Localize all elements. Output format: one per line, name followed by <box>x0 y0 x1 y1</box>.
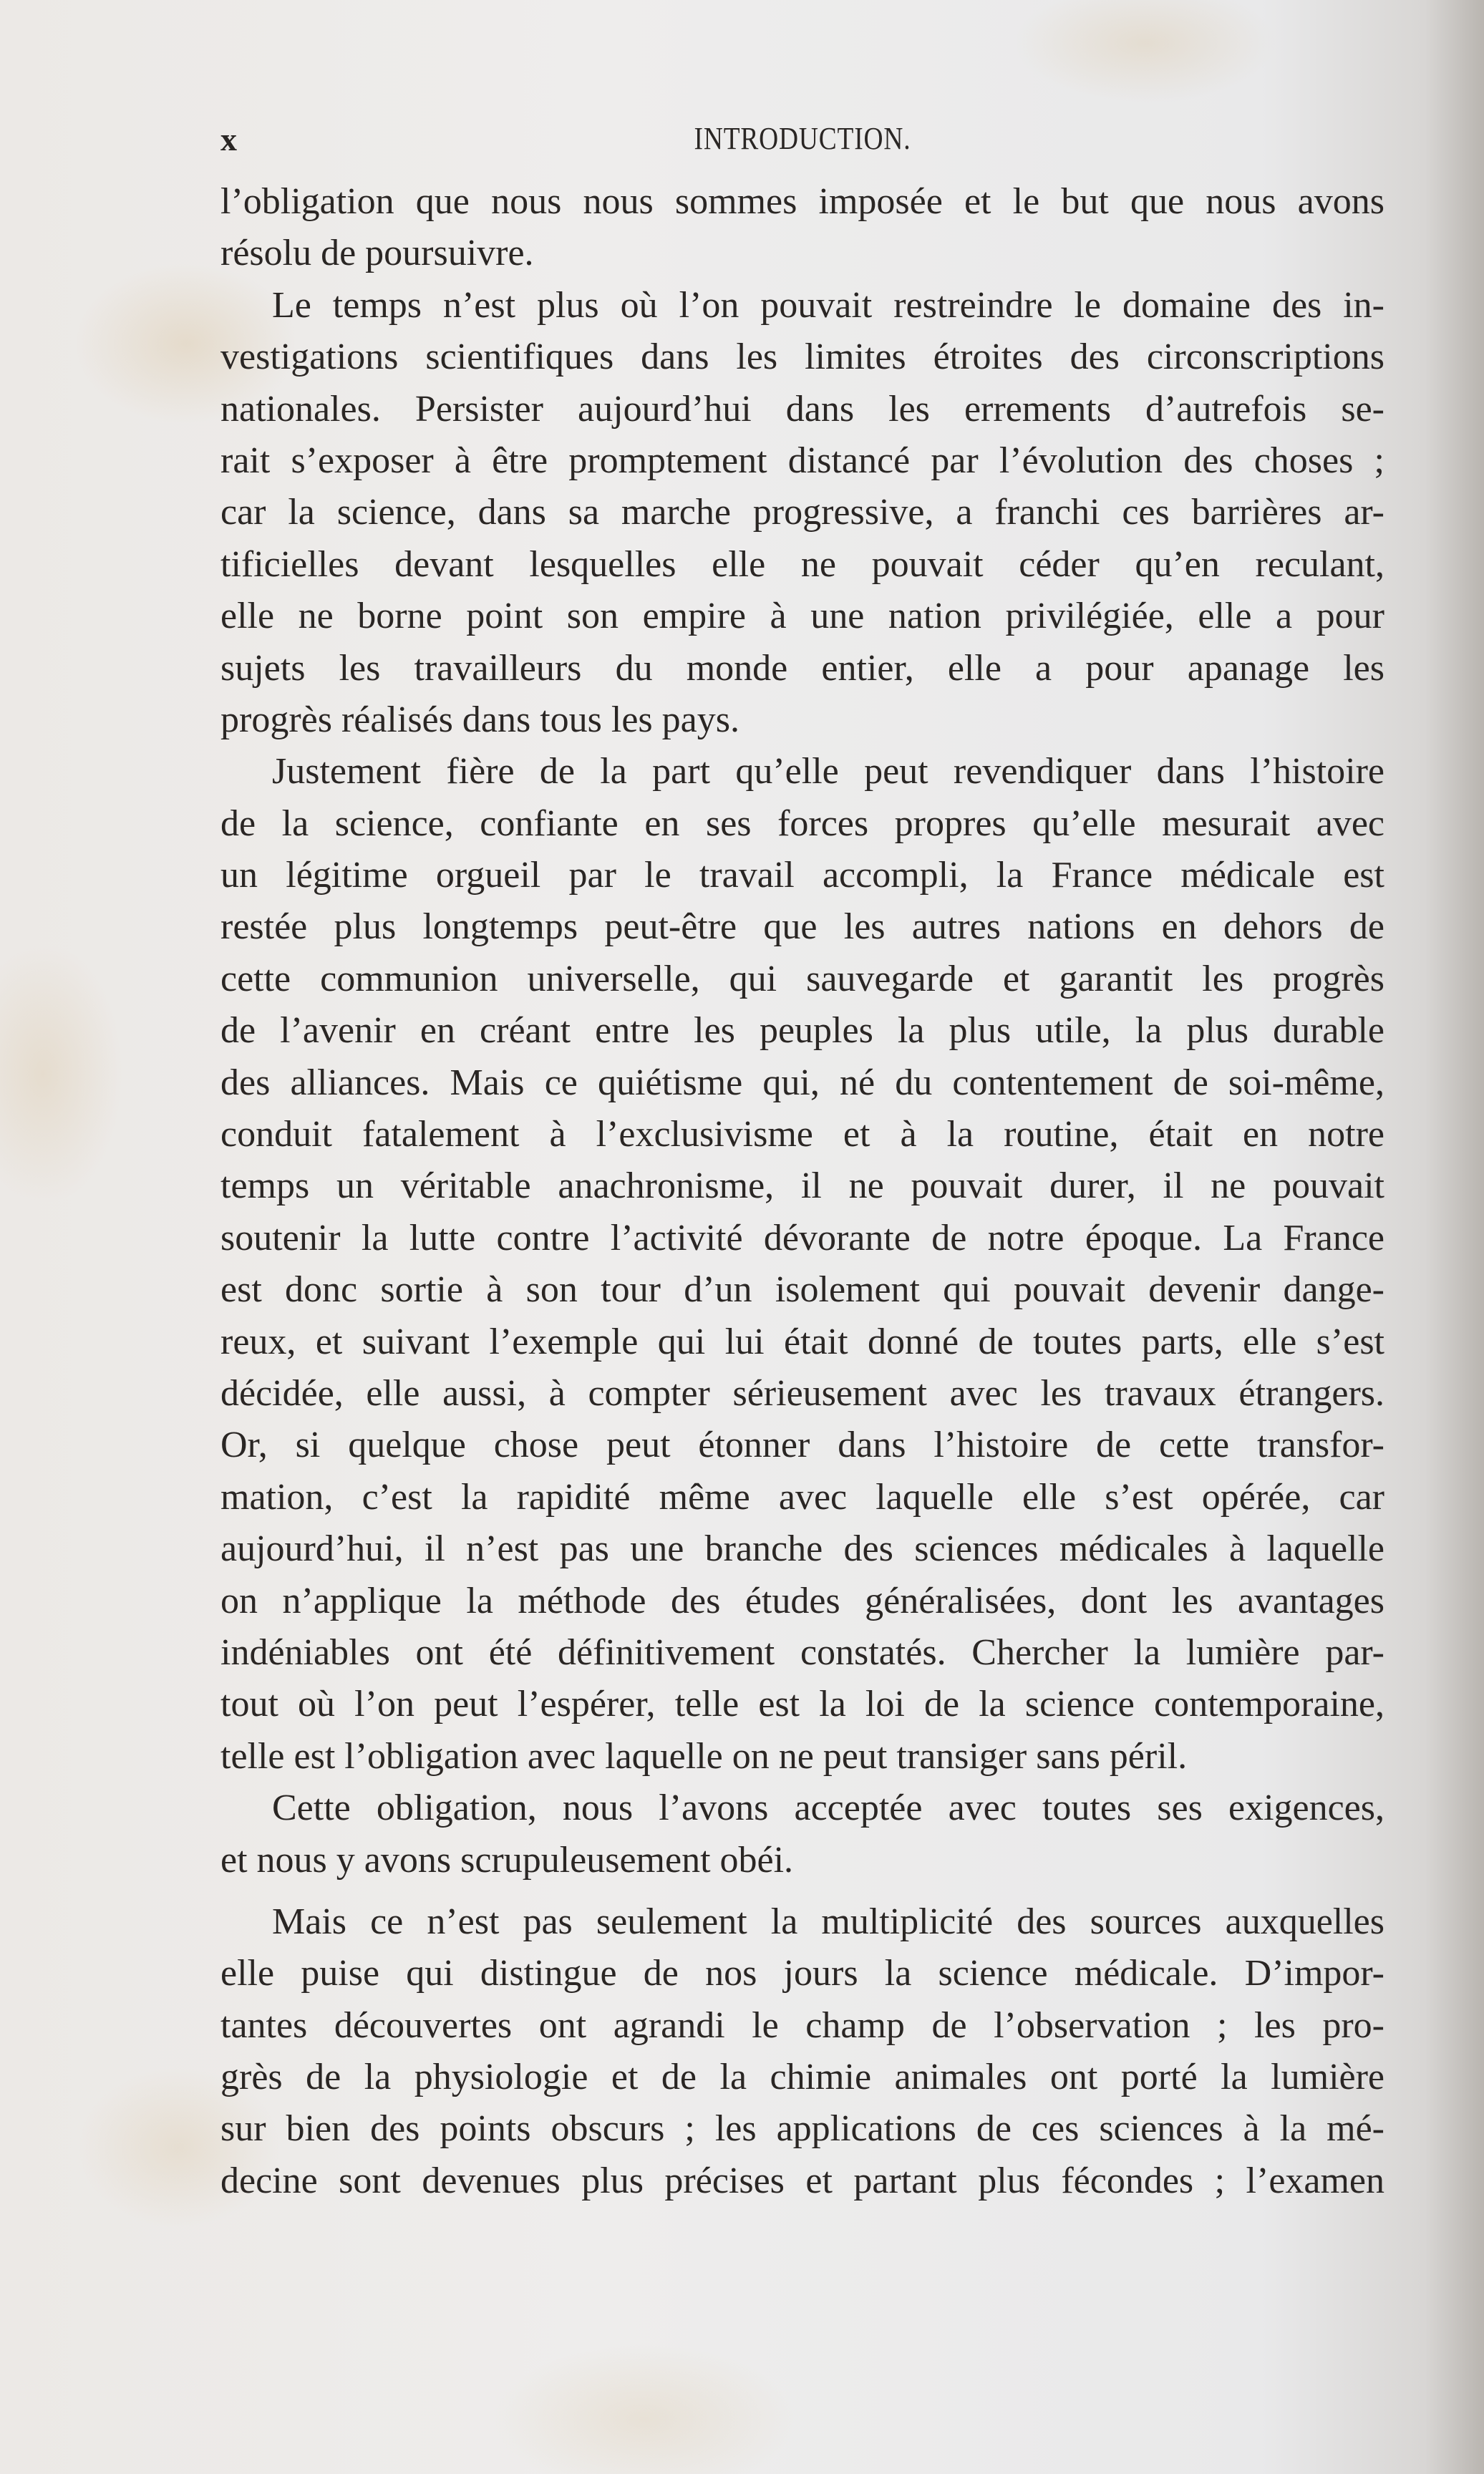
paragraph <box>220 176 1384 280</box>
text-line: reux, et suivant l’exemple qui lui était donné de toutes parts, elle s’est <box>220 1321 1384 1362</box>
text-line: résolu de poursuivre. <box>220 233 534 274</box>
text-line: nationales. Persister aujourd’hui dans les errements d’autrefois se- <box>220 388 1384 430</box>
text-line: indéniables ont été définitivement constatés. Chercher la lumière par- <box>220 1631 1384 1673</box>
text-line: de l’avenir en créant entre les peuples la plus utile, la plus durable <box>220 1010 1384 1052</box>
text-line: on n’applique la méthode des études généralisées, dont les avantages <box>220 1580 1384 1621</box>
paragraph <box>220 280 1384 747</box>
text-line: car la science, dans sa marche progressive, a franchi ces barrières ar- <box>220 492 1384 533</box>
text-line: restée plus longtemps peut-être que les autres nations en dehors de <box>220 906 1384 948</box>
text-line: et nous y avons scrupuleusement obéi. <box>220 1839 794 1881</box>
text-line: mation, c’est la rapidité même avec laquelle elle s’est opérée, car <box>220 1476 1384 1518</box>
text-line: tantes découvertes ont agrandi le champ de l’observation ; les pro- <box>220 2004 1384 2046</box>
running-title: INTRODUCTION. <box>694 121 911 156</box>
text-line: vestigations scientifiques dans les limites étroites des circonscriptions <box>220 336 1384 378</box>
text-line: aujourd’hui, il n’est pas une branche des sciences médicales à laquelle <box>220 1528 1384 1570</box>
text-line: sujets les travailleurs du monde entier, elle a pour apanage les <box>220 647 1384 689</box>
text-line: Le temps n’est plus où l’on pouvait restreindre le domaine des in- <box>272 284 1384 326</box>
text-line: Or, si quelque chose peut étonner dans l’histoire de cette transfor- <box>220 1425 1384 1466</box>
text-line: des alliances. Mais ce quiétisme qui, né du contentement de soi-même, <box>220 1062 1384 1103</box>
running-header <box>220 120 1384 163</box>
text-line: progrès réalisés dans tous les pays. <box>220 699 739 740</box>
text-line: grès de la physiologie et de la chimie animales ont porté la lumière <box>220 2057 1384 2098</box>
text-line: elle puise qui distingue de nos jours la science médicale. D’impor- <box>220 1953 1384 1994</box>
text-line: décidée, elle aussi, à compter sérieusement avec les travaux étrangers. <box>220 1372 1384 1414</box>
text-line: soutenir la lutte contre l’activité dévorante de notre époque. La France <box>220 1217 1384 1258</box>
text-line: conduit fatalement à l’exclusivisme et à la routine, était en notre <box>220 1114 1384 1155</box>
text-line: rait s’exposer à être promptement distancé par l’évolution des choses ; <box>220 440 1384 481</box>
paragraph <box>220 1896 1384 2207</box>
text-line: sur bien des points obscurs ; les applications de ces sciences à la mé- <box>220 2108 1384 2150</box>
text-line: de la science, confiante en ses forces propres qu’elle mesurait avec <box>220 802 1384 844</box>
text-line: elle ne borne point son empire à une nation privilégiée, elle a pour <box>220 596 1384 637</box>
paragraph <box>220 746 1384 1782</box>
page-number: x <box>220 121 237 157</box>
text-line: est donc sortie à son tour d’un isolement qui pouvait devenir dange- <box>220 1269 1384 1311</box>
text-line: Mais ce n’est pas seulement la multiplicité des sources auxquelles <box>272 1901 1384 1942</box>
text-line: Justement fière de la part qu’elle peut revendiquer dans l’histoire <box>272 751 1384 792</box>
text-line: cette communion universelle, qui sauvegarde et garantit les progrès <box>220 958 1384 999</box>
text-line: Cette obligation, nous l’avons acceptée avec toutes ses exigences, <box>272 1787 1384 1829</box>
paragraph <box>220 1782 1384 1886</box>
text-line: l’obligation que nous nous sommes imposée et le but que nous avons <box>220 181 1384 222</box>
text-line: un légitime orgueil par le travail accompli, la France médicale est <box>220 855 1384 896</box>
text-line: temps un véritable anachronisme, il ne pouvait durer, il ne pouvait <box>220 1165 1384 1207</box>
text-line: tout où l’on peut l’espérer, telle est la loi de la science contemporaine, <box>220 1684 1384 1725</box>
text-line: decine sont devenues plus précises et partant plus fécondes ; l’examen <box>220 2160 1384 2201</box>
text-line: tificielles devant lesquelles elle ne pouvait céder qu’en reculant, <box>220 543 1384 585</box>
body-text <box>220 176 1384 2207</box>
text-line: telle est l’obligation avec laquelle on ne peut transiger sans péril. <box>220 1735 1188 1777</box>
